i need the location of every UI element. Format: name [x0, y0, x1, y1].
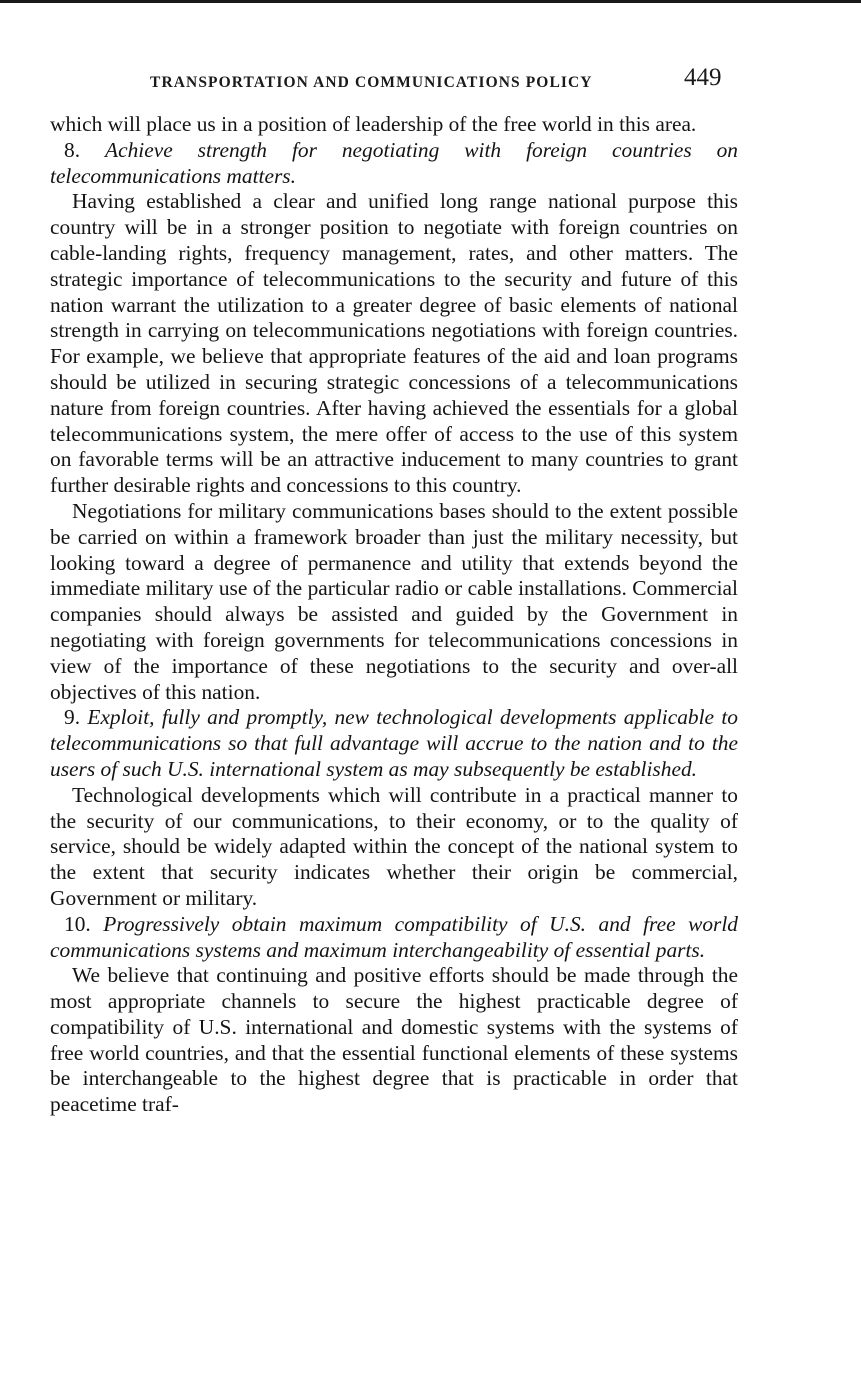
paragraph-continuation: which will place us in a position of leadership of the free world in this area. — [50, 112, 697, 136]
item-9-heading — [50, 705, 738, 782]
item-10-title: Progressively obtain maximum compatibility of U.S. and free world communications systems and maximum interchangeability of essential parts. — [50, 911, 738, 962]
paragraph-compatibility: We believe that continuing and positive efforts should be made through the most appropriate channels to secure the highest practicable degree of compatibility of U.S. international and domestic systems with the systems of free world countries, and that the essential functional elements of these systems be interchangeable to the highest degree that is practicable in order that peacetime traf- — [50, 963, 738, 1117]
item-8-title: Achieve strength for negotiating with foreign countries on telecommunications matters. — [50, 137, 738, 188]
item-9-title: Exploit, fully and promptly, new technological developments applicable to telecommunications so that full advantage will accrue to the nation and to the users of such U.S. international system as may subsequently be established. — [50, 705, 738, 781]
item-8-number: 8. — [64, 137, 81, 162]
item-10-heading — [50, 912, 738, 964]
body-text — [50, 112, 738, 1118]
page-number: 449 — [684, 64, 722, 91]
item-9-number: 9. — [64, 705, 81, 730]
top-edge-rule — [0, 0, 861, 3]
paragraph-technological-developments: Technological developments which will contribute in a practical manner to the security of our communications, to their economy, or to the quality of service, should be widely adapted within the concept of the national system to the extent that security indicates whether their origin be commercial, Government or military. — [50, 782, 738, 910]
paragraph-negotiating-strength: Having established a clear and unified long range national purpose this country will be in a stronger position to negotiate with foreign countries on cable-landing rights, frequency management, rates, and other matters. The strategic importance of telecommunications to the security and future of this nation warrant the utilization to a greater degree of basic elements of national strength in carrying on telecommunications negotiations with foreign countries. For example, we believe that appropriate features of the aid and loan programs should be utilized in securing strategic concessions of a telecommunications nature from foreign countries. After having achieved the essentials for a global telecommunications system, the mere offer of access to the use of this system on favorable terms will be an attractive inducement to many countries to grant further desirable rights and concessions to this country. — [50, 189, 738, 498]
paragraph-military-bases: Negotiations for military communications bases should to the extent possible be carried on within a framework broader than just the military necessity, but looking toward a degree of permanence and utility that extends beyond the immediate military use of the particular radio or cable installations. Commercial companies should always be assisted and guided by the Government in negotiating with foreign governments for telecommunications concessions in view of the importance of these negotiations to the security and over-all objectives of this nation. — [50, 498, 738, 704]
running-head: TRANSPORTATION AND COMMUNICATIONS POLICY — [150, 74, 593, 91]
item-10-number: 10. — [64, 911, 91, 936]
item-8-heading — [50, 138, 738, 190]
